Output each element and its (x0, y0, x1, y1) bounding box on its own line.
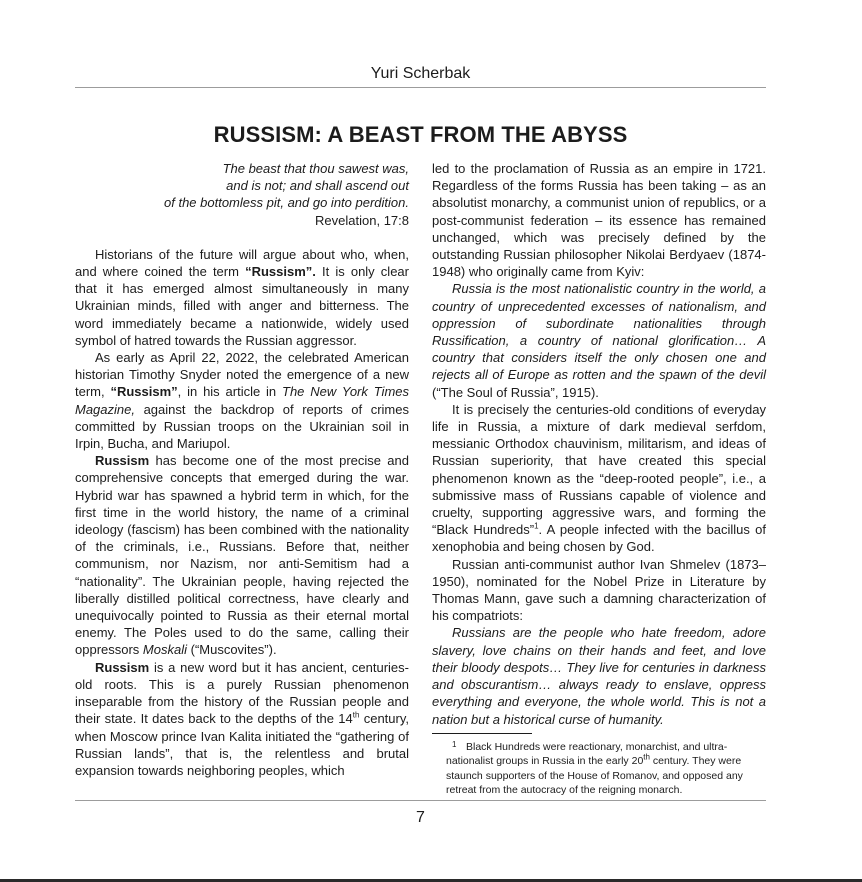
paragraph (75, 659, 409, 779)
footnote-rule (432, 733, 532, 734)
term-russism: “Russism” (110, 384, 178, 400)
paragraph (432, 401, 766, 556)
epigraph (75, 160, 409, 229)
footnote-mark: 1 (452, 739, 457, 749)
paragraph: Russian anti-communist author Ivan Shmelev (1873–1950), nominated for the Nobel Prize in Literature by Thomas Mann, gave such a damning characterization of his compatriots: (432, 556, 766, 624)
footnote-ref[interactable]: 1 (534, 521, 539, 531)
text-run: As early as April 22, 2022, the celebrated American historian Timothy Snyder noted the emergence of a new term, (75, 350, 409, 400)
quote-berdyaev (432, 280, 766, 400)
text-run: , in his article in (177, 384, 283, 400)
text-run: It is only clear that it has emerged almost simultaneously in many Ukrainian minds, filled with anger and bitterness. The word immediately became a nationwide, widely used symbol of hatred towards the Russian aggressor. (75, 264, 409, 348)
paragraph (75, 349, 409, 452)
superscript: th (643, 752, 650, 762)
term-russism: Russism (95, 453, 150, 469)
term-russism: Russism (95, 659, 150, 675)
text-run: is a new word but it has ancient, centuries-old roots. This is a purely Russian phenomenon inseparable from the history of the Russian people and their state. It dates back to the depths of the 14 (75, 659, 409, 727)
footer-rule (75, 800, 766, 801)
text-run: Black Hundreds were reactionary, monarchist, and ultra-nationalist groups in Russia in the early 20 (446, 740, 728, 768)
quote-shmelev: Russians are the people who hate freedom, adore slavery, love chains on their hands and feet, and love their bloody despots… They live for centuries in darkness and obscurantism… always ready to enslave, oppress everything and everyone, the whole world. This is not a nation but a historical curse of humanity. (432, 625, 766, 727)
publication-title: The New York Times Magazine, (75, 384, 409, 417)
epigraph-line: The beast that thou sawest was, (222, 161, 409, 176)
epigraph-line: of the bottomless pit, and go into perdition. (164, 195, 409, 211)
text-run: against the backdrop of reports of crimes committed by Russian troops on the Ukrainian soil in Irpin, Bucha, and Mariupol. (75, 401, 409, 452)
quote-source: (“The Soul of Russia”, 1915). (432, 384, 599, 400)
chapter-title: RUSSISM: A BEAST FROM THE ABYSS (213, 122, 628, 147)
epigraph-reference: Revelation, 17:8 (315, 212, 409, 228)
superscript: th (352, 710, 360, 720)
text-run: century. They were staunch supporters of the House of Romanov, and opposed any retreat from the autocracy of the reigning monarch. (446, 755, 743, 796)
running-head-author: Yuri Scherbak (370, 65, 471, 82)
foreign-term: Moskali (142, 642, 187, 658)
page-number: 7 (416, 809, 425, 826)
text-run: Historians of the future will argue about who, when, and where coined the term (75, 246, 409, 280)
paragraph (75, 452, 409, 658)
text-run: . A people infected with the bacillus of xenophobia and being chosen by God. (432, 522, 766, 555)
paragraph (75, 246, 409, 349)
term-russism: “Russism”. (245, 264, 316, 280)
left-column (75, 160, 409, 779)
epigraph-line: and is not; and shall ascend out (226, 178, 409, 194)
header-rule (75, 87, 766, 88)
text-run: It is precisely the centuries-old conditions of everyday life in Russia, a mixture of dark medieval serfdom, messianic Orthodox chauvinism, militarism, and ideas of Russian superiority, that have created this special phenomenon known as the “deep-rooted people”, i.e., a submissive mass of Russians capable of violence and cruelty, supporting aggressive wars, and forming the “Black Hundreds” (432, 401, 766, 538)
text-run: (“Muscovites”). (187, 642, 277, 658)
text-run: century, when Moscow prince Ivan Kalita initiated the “gathering of Russian lands”, that is, the relentless and brutal expansion towards neighboring peoples, which (75, 711, 410, 778)
footnote (432, 740, 766, 798)
paragraph: led to the proclamation of Russia as an empire in 1721. Regardless of the forms Russia has been taking – as an absolutist monarchy, a communist union of republics, or a post-communist federation – its essence has remained unchanged, which was precisely defined by the outstanding Russian philosopher Nikolai Berdyaev (1874-1948) who originally came from Kyiv: (432, 161, 766, 280)
text-run: has become one of the most precise and comprehensive concepts that emerged during the war. Hybrid war has spawned a hybrid term in which, for the first time in the world history, the name of a criminal ideology (fascism) has been combined with the nationality of the criminals, i.e., Russians. Before that, neither communism, nor Nazism, nor anti-Semitism had a “nationality”. The Ukrainian people, having rejected the liberally distilled political correctness, have clearly and unequivocally pointed to Russia as their eternal mortal enemy. The Poles used to do the same, calling their oppressors (75, 453, 409, 658)
right-column (432, 160, 766, 797)
quote-text: Russia is the most nationalistic country in the world, a country of unprecedented excesses of nationalism, and oppression of subordinate nationalities through Russification, a country of national glorification… A country that considers itself the only chosen one and rejects all of Europe as rotten and the spawn of the devil (432, 281, 766, 383)
